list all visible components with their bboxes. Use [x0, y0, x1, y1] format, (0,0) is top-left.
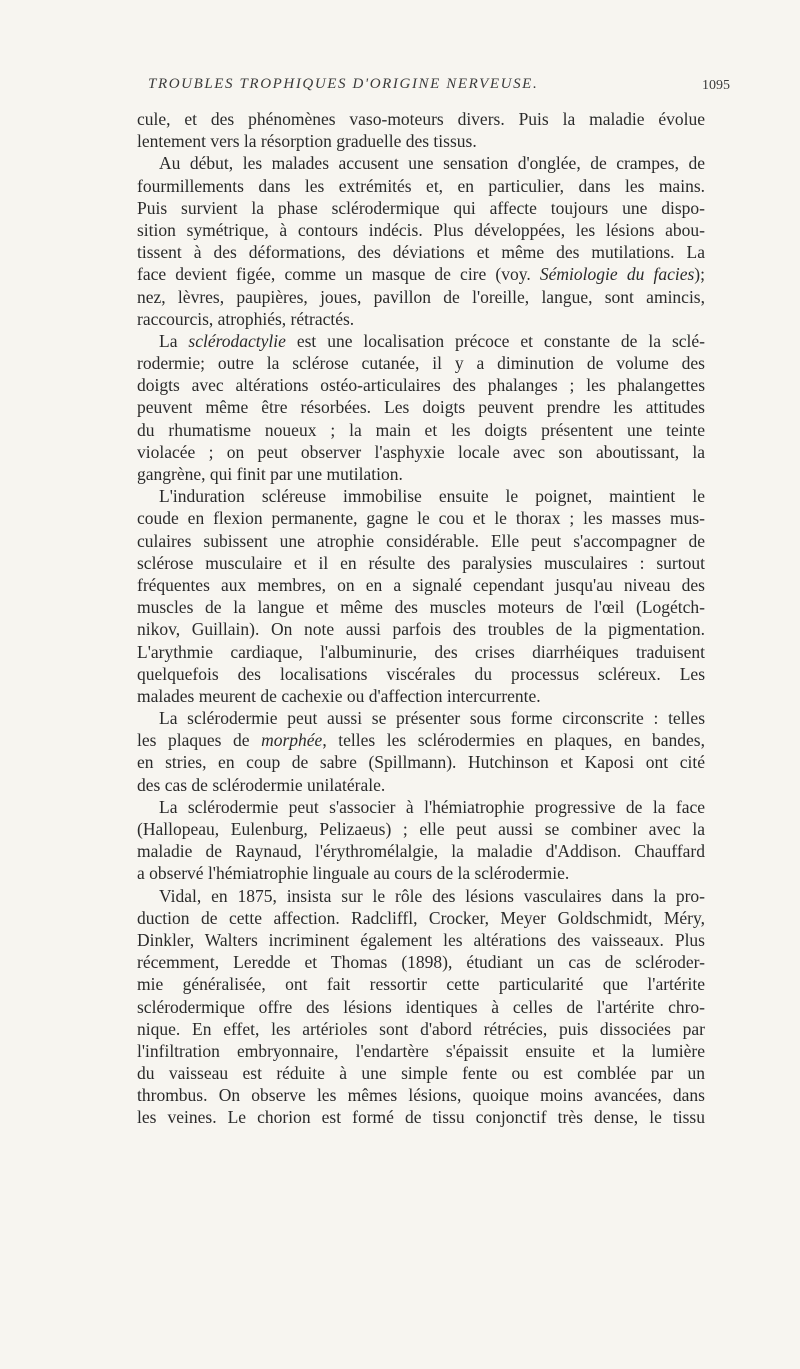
- text-line: [137, 818, 705, 840]
- text-line: [137, 929, 705, 951]
- text-line: [137, 1084, 705, 1106]
- text-line: [137, 352, 705, 374]
- text-run: lentement vers la résorption graduelle des tissus.: [137, 131, 477, 152]
- text-line: [137, 485, 705, 507]
- text-run: thrombus. On observe les mêmes lésions, quoique moins avancées, dans: [137, 1085, 705, 1106]
- text-line: [137, 219, 705, 241]
- text-line: [137, 1018, 705, 1040]
- text-line: [137, 774, 705, 796]
- text-run: (Hallopeau, Eulenburg, Pelizaeus) ; elle peut aussi se combiner avec la: [137, 819, 705, 839]
- text-run: cule, et des phénomènes vaso-moteurs divers. Puis la maladie évolue: [137, 109, 705, 129]
- text-run: mie généralisée, ont fait ressortir cette particularité que l'artérite: [137, 974, 705, 995]
- text-run: fourmillements dans les extrémités et, en particulier, dans les mains.: [137, 175, 705, 196]
- text-run: nique. En effet, les artérioles sont d'abord rétrécies, puis dissociées par: [137, 1018, 705, 1039]
- text-run: les plaques de: [137, 730, 262, 751]
- text-line: [137, 152, 705, 174]
- text-run: violacée ; on peut observer l'asphyxie locale avec son aboutissant, la: [137, 441, 705, 462]
- text-run: sclérodermique offre des lésions identiques à celles de l'artérite chro-: [137, 996, 705, 1017]
- text-run: les veines. Le chorion est formé de tissu conjonctif très dense, le tissu: [137, 1107, 705, 1128]
- text-line: [137, 130, 705, 152]
- text-run: récemment, Leredde et Thomas (1898), étudiant un cas de scléroder-: [137, 952, 705, 973]
- text-line: [137, 441, 705, 463]
- text-run: sclérose musculaire et il en résulte des paralysies musculaires : surtout: [137, 552, 705, 573]
- text-line: [137, 241, 705, 263]
- text-run: L'arythmie cardiaque, l'albuminurie, des crises diarrhéiques traduisent: [137, 641, 705, 662]
- text-line: [137, 685, 705, 707]
- text-run: rodermie; outre la sclérose cutanée, il y a diminution de volume des: [137, 353, 705, 374]
- text-line: [137, 862, 705, 884]
- text-run: nikov, Guillain). On note aussi parfois des troubles de la pigmentation.: [137, 619, 705, 640]
- text-run: culaires subissent une atrophie considérable. Elle peut s'accompagner de: [137, 530, 705, 551]
- text-line: [137, 330, 705, 352]
- text-line: [137, 973, 705, 995]
- text-line: [137, 1040, 705, 1062]
- text-line: [137, 552, 705, 574]
- text-run: maladie de Raynaud, l'érythromélalgie, la maladie d'Addison. Chauffard: [137, 841, 705, 862]
- text-line: [137, 263, 705, 285]
- text-run: L'induration scléreuse immobilise ensuite le poignet, maintient le: [159, 486, 705, 507]
- text-run: face devient figée, comme un masque de cire (voy.: [137, 264, 540, 285]
- text-line: [137, 197, 705, 219]
- text-run: du vaisseau est réduite à une simple fente ou est comblée par un: [137, 1063, 705, 1084]
- italic-term: morphée: [261, 730, 323, 751]
- text-run: du rhumatisme noueux ; la main et les doigts présentent une teinte: [137, 419, 705, 440]
- text-run: malades meurent de cachexie ou d'affection intercurrente.: [137, 685, 541, 706]
- text-line: [137, 996, 705, 1018]
- text-run: Vidal, en 1875, insista sur le rôle des lésions vasculaires dans la pro-: [159, 885, 705, 906]
- text-run: coude en flexion permanente, gagne le cou et le thorax ; les masses mus-: [137, 508, 705, 529]
- text-line: [137, 596, 705, 618]
- text-line: [137, 751, 705, 773]
- text-run: tissent à des déformations, des déviations et même des mutilations. La: [137, 242, 705, 263]
- text-line: [137, 574, 705, 596]
- italic-term: sclérodactylie: [188, 330, 286, 351]
- text-line: [137, 419, 705, 441]
- text-run: gangrène, qui finit par une mutilation.: [137, 464, 403, 484]
- page-number: 1095: [702, 78, 730, 93]
- text-run: Puis survient la phase sclérodermique qui affecte toujours une dispo-: [137, 197, 705, 218]
- text-line: [137, 396, 705, 418]
- text-line: [137, 951, 705, 973]
- text-line: [137, 796, 705, 818]
- text-run: , telles les sclérodermies en plaques, en bandes,: [322, 730, 705, 751]
- text-line: [137, 840, 705, 862]
- text-line: [137, 707, 705, 729]
- text-line: [137, 1106, 705, 1128]
- text-line: [137, 1062, 705, 1084]
- text-line: [137, 885, 705, 907]
- text-run: quelquefois des localisations viscérales du processus scléreux. Les: [137, 663, 705, 684]
- text-run: peuvent même être résorbées. Les doigts peuvent prendre les attitudes: [137, 397, 705, 418]
- text-run: La sclérodermie peut s'associer à l'hémiatrophie progressive de la face: [159, 796, 705, 817]
- text-run: La sclérodermie peut aussi se présenter sous forme circonscrite : telles: [159, 708, 705, 729]
- text-run: muscles de la langue et même des muscles moteurs de l'œil (Logétch-: [137, 597, 705, 618]
- text-run: l'infiltration embryonnaire, l'endartère s'épaissit ensuite et la lumière: [137, 1040, 705, 1061]
- text-line: [137, 618, 705, 640]
- text-run: Dinkler, Walters incriminent également les altérations des vaisseaux. Plus: [137, 929, 705, 950]
- text-run: La: [159, 330, 189, 351]
- text-run: nez, lèvres, paupières, joues, pavillon de l'oreille, langue, sont amincis,: [137, 286, 705, 307]
- body-text: [137, 108, 705, 1129]
- text-run: a observé l'hémiatrophie linguale au cours de la sclérodermie.: [137, 863, 570, 884]
- text-line: [137, 374, 705, 396]
- text-line: [137, 663, 705, 685]
- text-run: raccourcis, atrophiés, rétractés.: [137, 308, 355, 329]
- text-run: en stries, en coup de sabre (Spillmann). Hutchinson et Kaposi ont cité: [137, 752, 705, 773]
- text-line: [137, 530, 705, 552]
- text-run: duction de cette affection. Radcliffl, Crocker, Meyer Goldschmidt, Méry,: [137, 907, 705, 928]
- text-line: [137, 108, 705, 130]
- text-line: [137, 907, 705, 929]
- text-line: [137, 463, 705, 485]
- text-line: [137, 286, 705, 308]
- text-run: Au début, les malades accusent une sensation d'onglée, de crampes, de: [159, 153, 705, 174]
- text-line: [137, 175, 705, 197]
- text-run: sition symétrique, à contours indécis. Plus développées, les lésions abou-: [137, 219, 705, 240]
- text-run: fréquentes aux membres, on en a signalé cependant jusqu'au niveau des: [137, 574, 705, 595]
- text-line: [137, 729, 705, 751]
- text-line: [137, 641, 705, 663]
- text-run: est une localisation précoce et constante de la sclé-: [285, 330, 705, 351]
- italic-term: Sémiologie du facies: [539, 264, 695, 285]
- running-title: TROUBLES TROPHIQUES D'ORIGINE NERVEUSE.: [148, 76, 539, 92]
- text-line: [137, 507, 705, 529]
- text-run: doigts avec altérations ostéo-articulaires des phalanges ; les phalangettes: [137, 375, 705, 396]
- text-run: des cas de sclérodermie unilatérale.: [137, 774, 386, 795]
- text-run: );: [694, 264, 705, 285]
- text-line: [137, 308, 705, 330]
